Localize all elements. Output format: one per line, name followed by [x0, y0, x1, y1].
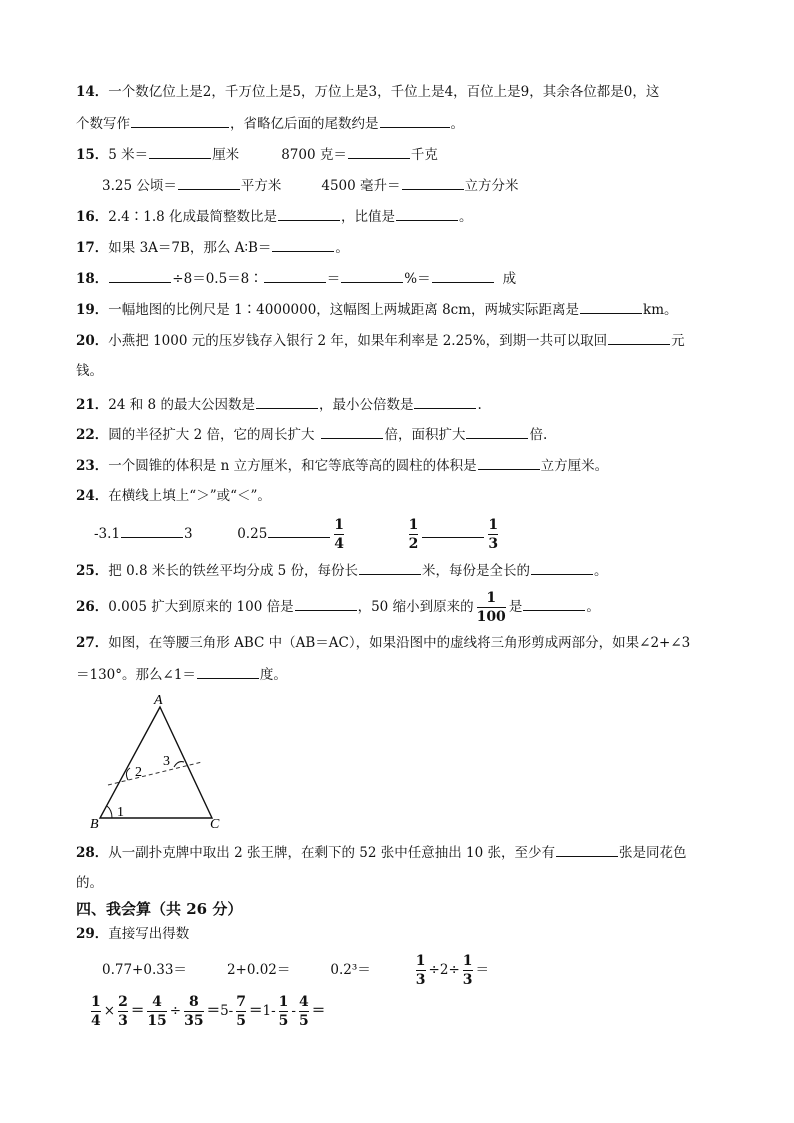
fraction: $\frac{4}{15}$	[147, 994, 167, 1029]
question-24: 24．在横线上填上“＞”或“＜”。	[76, 488, 271, 504]
fraction: $\frac{8}{35}$	[184, 994, 204, 1029]
question-23: 23．一个圆锥的体积是 n 立方厘米，和它等底等高的圆柱的体积是 立方厘米。	[76, 455, 608, 476]
question-27: 27．如图，在等腰三角形 ABC 中（AB＝AC），如果沿图中的虚线将三角形剪成两部分，如果∠2+∠3	[76, 635, 691, 651]
fraction: $\frac{1}{5}$	[278, 994, 289, 1029]
fraction: $\frac{7}{5}$	[236, 994, 246, 1029]
answer-blank[interactable]	[264, 268, 326, 283]
answer-blank[interactable]	[149, 144, 211, 159]
answer-blank[interactable]	[414, 394, 476, 409]
fraction: $\frac{1}{4}$	[91, 994, 101, 1029]
answer-blank[interactable]	[109, 268, 171, 283]
answer-blank[interactable]	[402, 175, 464, 190]
answer-blank[interactable]	[256, 394, 318, 409]
answer-blank[interactable]	[556, 842, 618, 857]
fraction: $\frac{4}{5}$	[298, 994, 309, 1029]
answer-blank[interactable]	[321, 424, 383, 439]
question-19: 19．一幅地图的比例尺是 1∶4000000，这幅图上两城距离 8cm，两城实际距离是 km。	[76, 299, 678, 320]
angle-2-label: 2	[135, 765, 142, 780]
answer-blank[interactable]	[348, 144, 410, 159]
question-15: 15．5 米＝ 厘米 8700 克＝ 千克	[76, 144, 438, 165]
question-24-items: -3.1 3 0.25 $\frac{1}{4}$ $\frac{1}{2}$ $\frac{1}{3}$	[94, 517, 499, 552]
question-15-row2: 3.25 公顷＝ 平方米 4500 毫升＝ 立方分米	[102, 175, 519, 196]
answer-blank[interactable]	[131, 113, 229, 128]
answer-blank[interactable]	[380, 113, 450, 128]
question-29-row2: $\frac{1}{4}$ × $\frac{2}{3}$ ＝ $\frac{4}{15}$ ÷ $\frac{8}{35}$ ＝5- $\frac{7}{5}$ ＝1- $\frac{1}{5}$ - $\frac{4}{5}$ ＝	[91, 994, 326, 1029]
question-20-cont: 钱。	[76, 363, 103, 379]
question-17: 17．如果 3A＝7B，那么 A∶B＝ 。	[76, 237, 349, 258]
angle-1-label: 1	[117, 805, 124, 820]
vertex-c-label: C	[210, 817, 220, 832]
question-26: 26．0.005 扩大到原来的 100 倍是 ，50 缩小到原来的 $\frac{1}{100}$ 是 。	[76, 590, 600, 625]
question-29: 29．直接写出得数	[76, 926, 190, 942]
question-27-cont: ＝130°。那么∠1＝ 度。	[76, 664, 287, 685]
triangle-abc	[100, 707, 212, 818]
question-14: 14．一个数亿位上是2，千万位上是5，万位上是3，千位上是4，百位上是9，其余各位都是0，这	[76, 84, 660, 100]
question-28: 28．从一副扑克牌中取出 2 张王牌，在剩下的 52 张中任意抽出 10 张，至少有 张是同花色	[76, 842, 687, 863]
vertex-a-label: A	[154, 693, 163, 708]
answer-blank[interactable]	[466, 424, 528, 439]
answer-blank[interactable]	[422, 523, 484, 538]
answer-blank[interactable]	[278, 206, 340, 221]
answer-blank[interactable]	[295, 596, 357, 611]
answer-blank[interactable]	[341, 268, 403, 283]
question-25: 25．把 0.8 米长的铁丝平均分成 5 份，每份长 米，每份是全长的 。	[76, 560, 608, 581]
question-16: 16．2.4∶1.8 化成最简整数比是 ，比值是 。	[76, 206, 473, 227]
angle-2-arc	[126, 768, 130, 780]
answer-blank[interactable]	[268, 523, 330, 538]
question-18: 18． ÷8＝0.5＝8∶ ＝ %＝ 成	[76, 268, 516, 289]
fraction: $\frac{1}{3}$	[415, 953, 426, 988]
answer-blank[interactable]	[580, 299, 642, 314]
answer-blank[interactable]	[523, 596, 585, 611]
answer-blank[interactable]	[272, 237, 334, 252]
question-29-row1: 0.77+0.33＝ 2+0.02＝ 0.2³＝ $\frac{1}{3}$ ÷2÷ $\frac{1}{3}$ ＝	[102, 953, 490, 988]
angle-3-arc	[174, 762, 184, 767]
answer-blank[interactable]	[121, 523, 183, 538]
vertex-b-label: B	[90, 817, 99, 832]
fraction: $\frac{1}{3}$	[488, 517, 499, 552]
fraction: $\frac{2}{3}$	[118, 994, 128, 1029]
answer-blank[interactable]	[531, 560, 593, 575]
answer-blank[interactable]	[178, 175, 240, 190]
question-14-cont: 个数写作 ，省略亿后面的尾数约是 。	[76, 113, 464, 134]
answer-blank[interactable]	[197, 664, 259, 679]
angle-3-label: 3	[163, 754, 170, 769]
answer-blank[interactable]	[608, 330, 670, 345]
section-heading: 四、我会算（共 26 分）	[76, 900, 243, 918]
fraction: $\frac{1}{2}$	[408, 517, 419, 552]
fraction: $\frac{1}{4}$	[334, 517, 345, 552]
answer-blank[interactable]	[396, 206, 458, 221]
question-21: 21．24 和 8 的最大公因数是 ，最小公倍数是 .	[76, 394, 482, 415]
question-20: 20．小燕把 1000 元的压岁钱存入银行 2 年，如果年利率是 2.25%，到期一共可以取回 元	[76, 330, 685, 351]
triangle-figure	[90, 692, 240, 832]
fraction: $\frac{1}{100}$	[476, 590, 506, 625]
question-28-cont: 的。	[76, 875, 103, 891]
question-22: 22．圆的半径扩大 2 倍，它的周长扩大 倍，面积扩大 倍.	[76, 424, 547, 445]
answer-blank[interactable]	[478, 455, 540, 470]
answer-blank[interactable]	[359, 560, 421, 575]
answer-blank[interactable]	[432, 268, 494, 283]
fraction: $\frac{1}{3}$	[462, 953, 473, 988]
angle-1-arc	[107, 806, 112, 818]
